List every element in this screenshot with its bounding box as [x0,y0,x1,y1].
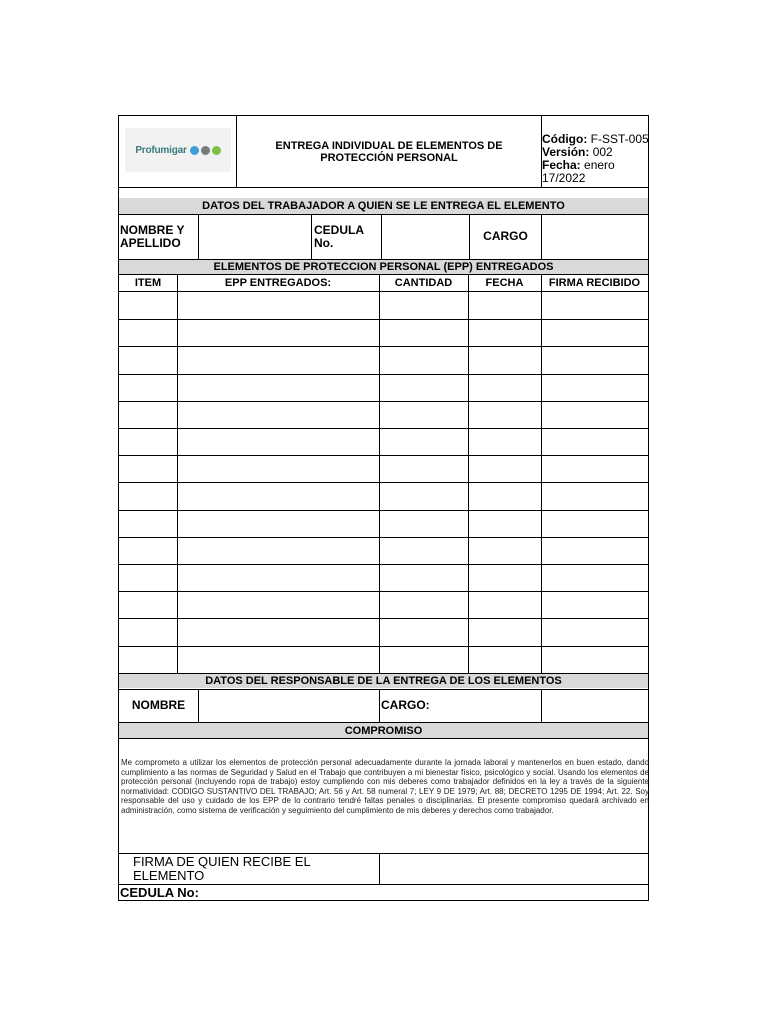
table-cell-cantidad[interactable] [379,564,468,591]
table-row [119,618,648,645]
table-cell-firma-recibido[interactable] [541,319,648,346]
table-cell-item[interactable] [119,428,177,455]
logo-dot-green-icon [212,146,221,155]
table-cell-epp-entregados[interactable] [177,401,379,428]
firma-label: FIRMA DE QUIEN RECIBE EL ELEMENTO [133,854,311,883]
firma-field[interactable] [380,854,648,884]
table-cell-firma-recibido[interactable] [541,510,648,537]
table-cell-fecha[interactable] [468,428,541,455]
table-cell-epp-entregados[interactable] [177,374,379,401]
table-cell-item[interactable] [119,401,177,428]
table-row [119,564,648,591]
logo-text: Profumigar [135,144,187,156]
table-cell-fecha[interactable] [468,591,541,618]
table-row [119,591,648,618]
column-header-firma-recibido: FIRMA RECIBIDO [548,277,641,289]
table-cell-fecha[interactable] [468,401,541,428]
table-cell-fecha[interactable] [468,510,541,537]
table-cell-firma-recibido[interactable] [541,537,648,564]
table-cell-epp-entregados[interactable] [177,346,379,373]
table-cell-cantidad[interactable] [379,292,468,319]
epp-section-title: ELEMENTOS DE PROTECCION PERSONAL (EPP) ENTREGADOS [119,260,648,274]
table-cell-cantidad[interactable] [379,401,468,428]
table-cell-item[interactable] [119,374,177,401]
table-cell-fecha[interactable] [468,564,541,591]
responsible-cargo-field[interactable] [542,690,648,721]
version-label: Versión: [542,145,590,159]
table-cell-item[interactable] [119,319,177,346]
table-cell-item[interactable] [119,591,177,618]
table-cell-item[interactable] [119,537,177,564]
table-cell-cantidad[interactable] [379,428,468,455]
table-cell-firma-recibido[interactable] [541,346,648,373]
table-cell-epp-entregados[interactable] [177,537,379,564]
table-row [119,510,648,537]
table-cell-item[interactable] [119,346,177,373]
nombre-apellido-field[interactable] [199,215,311,258]
table-cell-firma-recibido[interactable] [541,618,648,645]
responsible-section-title: DATOS DEL RESPONSABLE DE LA ENTREGA DE LOS ELEMENTOS [119,674,648,688]
table-cell-fecha[interactable] [468,455,541,482]
table-row [119,646,648,673]
table-cell-cantidad[interactable] [379,319,468,346]
table-cell-firma-recibido[interactable] [541,374,648,401]
table-cell-epp-entregados[interactable] [177,428,379,455]
table-cell-epp-entregados[interactable] [177,292,379,319]
table-cell-fecha[interactable] [468,618,541,645]
cedula-label: CEDULA No. [314,222,364,250]
codigo-value: F-SST-005 [587,132,649,146]
epp-delivery-form [118,115,649,901]
table-cell-item[interactable] [119,292,177,319]
table-cell-item[interactable] [119,646,177,673]
table-cell-firma-recibido[interactable] [541,428,648,455]
table-row [119,346,648,373]
table-cell-cantidad[interactable] [379,455,468,482]
codigo-label: Código: [542,132,588,146]
table-cell-fecha[interactable] [468,292,541,319]
table-cell-fecha[interactable] [468,537,541,564]
column-header-fecha: FECHA [485,277,524,289]
cedula-firma-label: CEDULA No: [120,884,199,900]
table-cell-item[interactable] [119,455,177,482]
table-cell-cantidad[interactable] [379,618,468,645]
table-cell-fecha[interactable] [468,374,541,401]
fecha-value: enero 17/2022 [542,158,615,185]
table-cell-epp-entregados[interactable] [177,319,379,346]
compromiso-text: Me comprometo a utilizar los elementos de protección personal adecuadamente durante la jornada laboral y mantenerlos en buen estado, dando cumplimiento a las normas de Seguridad y Salud en el Trabajo que contribuyen a mi bienestar físico, psicológico y social. Usando los elementos de protección personal (incluyendo ropa de trabajo) estoy cumpliendo con mis deberes como trabajador definidos en la ley a través de la siguiente normatividad: CODIGO SUSTANTIVO DEL TRABAJO; Art. 56 y Art. 58 numeral 7; LEY 9 DE 1979; Art. 88; DECRETO 1295 DE 1994; Art. 22. Soy responsable del uso y cuidado de los EPP de lo contrario tendré faltas penales o disciplinarias. El presente compromiso quedará archivado en administración, como sistema de verificación y seguimiento del cumplimiento de mis deberes y derechos como trabajador. [121,758,649,815]
table-cell-fecha[interactable] [468,482,541,509]
worker-section-title: DATOS DEL TRABAJADOR A QUIEN SE LE ENTREGA EL ELEMENTO [119,198,648,214]
table-cell-epp-entregados[interactable] [177,510,379,537]
table-cell-epp-entregados[interactable] [177,455,379,482]
table-cell-cantidad[interactable] [379,591,468,618]
cargo-label: CARGO [483,229,528,243]
cedula-field[interactable] [382,215,469,258]
table-row [119,319,648,346]
table-row [119,482,648,509]
column-header-cantidad: CANTIDAD [394,277,453,289]
table-cell-firma-recibido[interactable] [541,292,648,319]
form-title: ENTREGA INDIVIDUAL DE ELEMENTOS DE PROTECCIÓN PERSONAL [275,140,503,164]
table-cell-item[interactable] [119,482,177,509]
column-header-epp-entregados: EPP ENTREGADOS: [224,277,332,289]
table-cell-fecha[interactable] [468,346,541,373]
column-header-item: ITEM [134,277,162,289]
table-cell-cantidad[interactable] [379,374,468,401]
table-cell-epp-entregados[interactable] [177,618,379,645]
table-row [119,374,648,401]
table-row [119,401,648,428]
cargo-field[interactable] [542,215,648,258]
table-cell-item[interactable] [119,564,177,591]
logo-dot-gray-icon [201,146,210,155]
logo-dot-blue-icon [190,146,199,155]
table-cell-cantidad[interactable] [379,482,468,509]
table-cell-cantidad[interactable] [379,646,468,673]
compromiso-title: COMPROMISO [119,723,648,738]
fecha-label: Fecha: [542,158,581,172]
table-row [119,292,648,319]
table-cell-epp-entregados[interactable] [177,646,379,673]
table-cell-firma-recibido[interactable] [541,646,648,673]
responsible-nombre-field[interactable] [199,690,379,721]
table-cell-firma-recibido[interactable] [541,455,648,482]
table-cell-cantidad[interactable] [379,510,468,537]
table-cell-item[interactable] [119,510,177,537]
table-cell-fecha[interactable] [468,646,541,673]
table-cell-firma-recibido[interactable] [541,564,648,591]
responsible-nombre-label: NOMBRE [131,698,186,712]
table-cell-cantidad[interactable] [379,537,468,564]
table-cell-fecha[interactable] [468,319,541,346]
table-cell-firma-recibido[interactable] [541,591,648,618]
version-value: 002 [589,145,613,159]
table-cell-firma-recibido[interactable] [541,401,648,428]
table-cell-firma-recibido[interactable] [541,482,648,509]
table-row [119,455,648,482]
company-logo [125,128,231,172]
table-cell-epp-entregados[interactable] [177,482,379,509]
document-control [542,133,649,185]
table-row [119,428,648,455]
table-cell-item[interactable] [119,618,177,645]
table-cell-epp-entregados[interactable] [177,564,379,591]
table-row [119,537,648,564]
table-cell-epp-entregados[interactable] [177,591,379,618]
nombre-apellido-label: NOMBRE Y APELLIDO [120,222,185,250]
responsible-cargo-label: CARGO: [381,698,430,712]
table-cell-cantidad[interactable] [379,346,468,373]
